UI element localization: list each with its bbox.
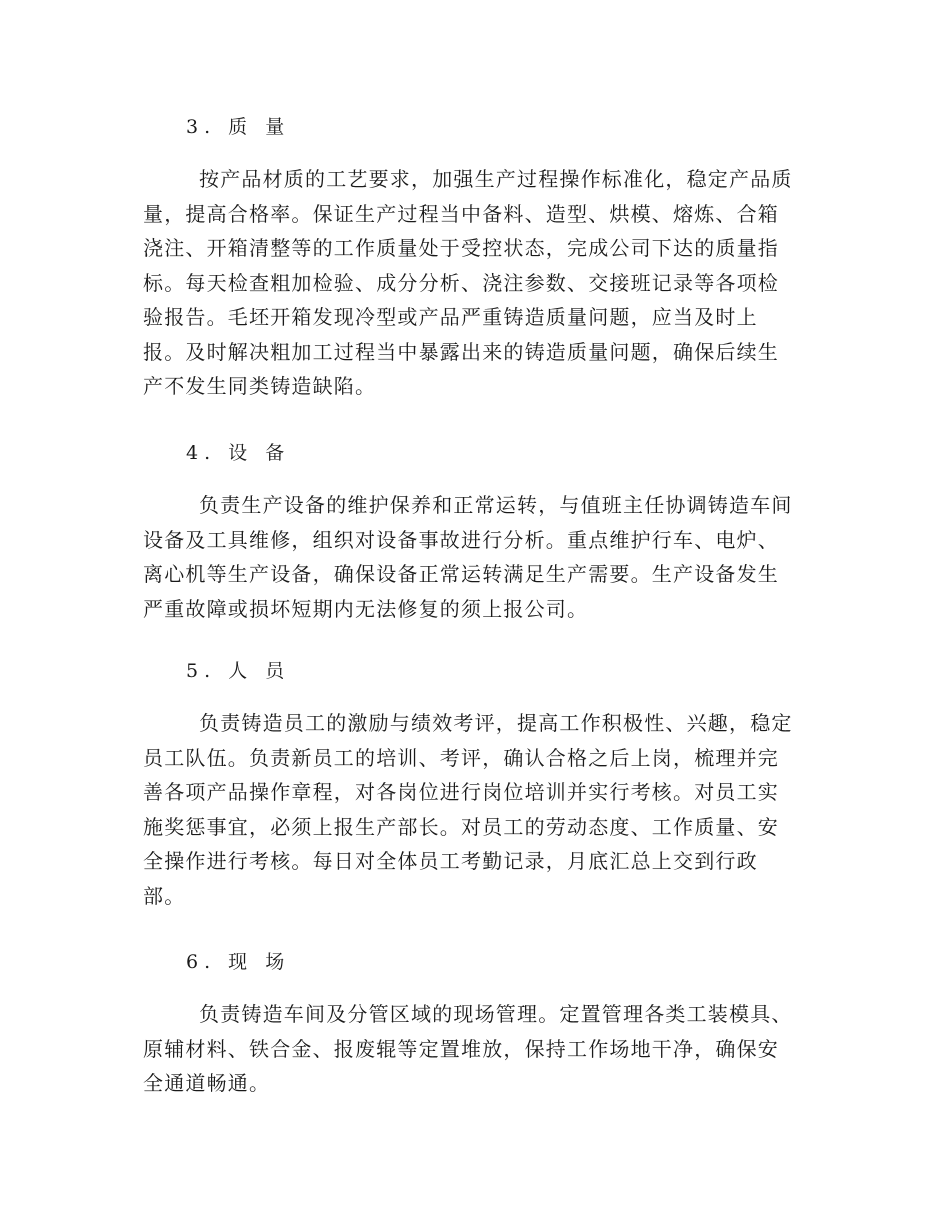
section-body-site	[143, 997, 808, 1101]
section-body-quality	[143, 162, 808, 404]
text-line: 报。及时解决粗加工过程当中暴露出来的铸造质量问题，确保后续生	[143, 339, 779, 364]
section-heading-site: 6. 现 场	[186, 951, 291, 973]
section-heading-equipment: 4. 设 备	[186, 442, 291, 464]
section-heading-quality: 3. 质 量	[186, 116, 291, 138]
section-heading-personnel: 5. 人 员	[186, 660, 291, 682]
text-line: 严重故障或损坏短期内无法修复的须上报公司。	[143, 596, 589, 621]
section-body-equipment	[143, 488, 808, 626]
text-line: 原辅材料、铁合金、报废辊等定置堆放，保持工作场地干净，确保安	[143, 1036, 779, 1061]
text-line: 按产品材质的工艺要求，加强生产过程操作标准化，稳定产品质	[199, 167, 793, 191]
text-line: 量，提高合格率。保证生产过程当中备料、造型、烘模、熔炼、合箱	[143, 201, 779, 226]
text-line: 负责铸造员工的激励与绩效考评，提高工作积极性、兴趣，稳定	[199, 711, 793, 735]
text-line: 部。	[143, 883, 186, 908]
text-line: 验报告。毛坯开箱发现冷型或产品严重铸造质量问题，应当及时上	[143, 305, 758, 329]
text-line: 善各项产品操作章程，对各岗位进行岗位培训并实行考核。对员工实	[143, 780, 779, 804]
text-line: 全操作进行考核。每日对全体员工考勤记录，月底汇总上交到行政	[143, 849, 758, 873]
text-line: 浇注、开箱清整等的工作质量处于受控状态，完成公司下达的质量指	[143, 236, 779, 260]
text-line: 负责生产设备的维护保养和正常运转，与值班主任协调铸造车间	[199, 493, 793, 517]
text-line: 施奖惩事宜，必须上报生产部长。对员工的劳动态度、工作质量、安	[143, 814, 779, 839]
text-line: 标。每天检查粗加检验、成分分析、浇注参数、交接班记录等各项检	[143, 270, 779, 295]
text-line: 产不发生同类铸造缺陷。	[143, 374, 377, 398]
text-line: 负责铸造车间及分管区域的现场管理。定置管理各类工装模具、	[199, 1002, 793, 1026]
text-line: 员工队伍。负责新员工的培训、考评，确认合格之后上岗，梳理并完	[143, 745, 779, 770]
text-line: 全通道畅通。	[143, 1071, 271, 1095]
section-body-personnel	[143, 706, 808, 913]
text-line: 设备及工具维修，组织对设备事故进行分析。重点维护行车、电炉、	[143, 527, 779, 552]
text-line: 离心机等生产设备，确保设备正常运转满足生产需要。生产设备发生	[143, 562, 779, 586]
